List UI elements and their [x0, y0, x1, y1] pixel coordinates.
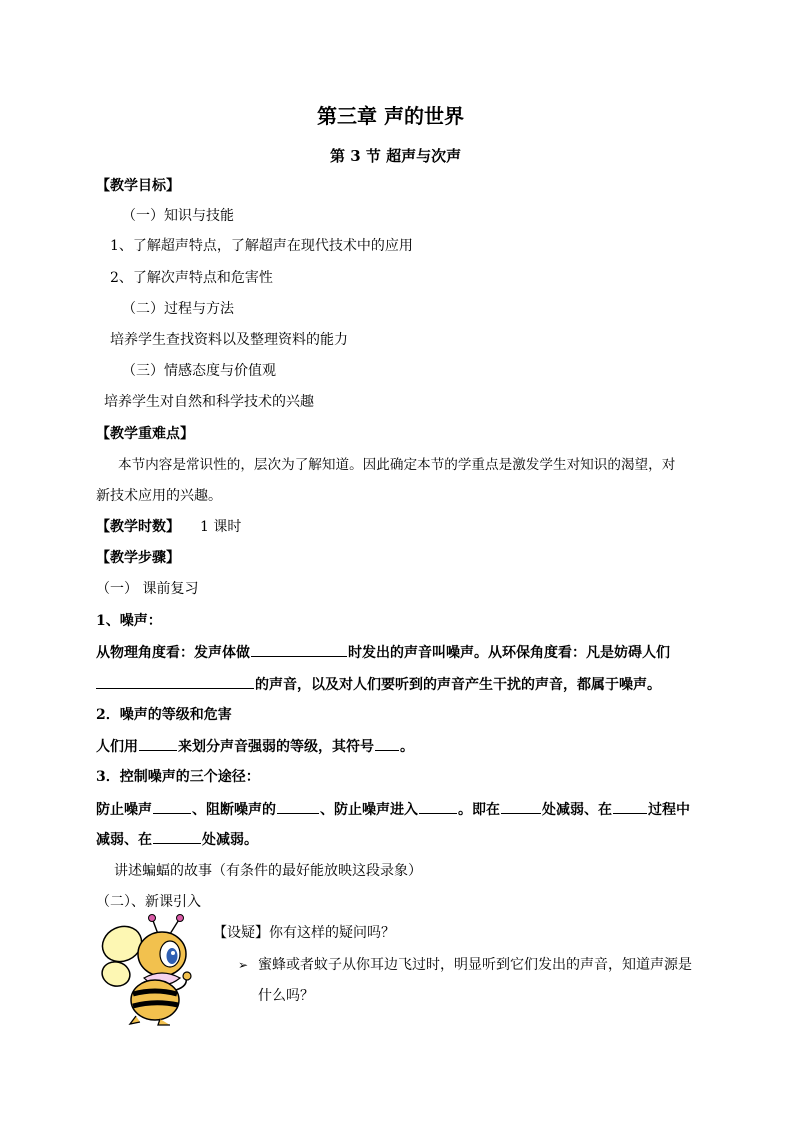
bee-illustration: [100, 912, 210, 1027]
bullet-line1: 蜜蜂或者蚊子从你耳边飞过时，明显听到它们发出的声音，知道声源是: [258, 957, 692, 973]
control-part-c: 、防止噪声进入: [320, 802, 418, 818]
level-part-a: 人们用: [96, 739, 138, 755]
section-title: 第 3 节 超声与次声: [330, 147, 462, 165]
arrow-bullet-icon: ➢: [238, 958, 249, 972]
noise-heading: 1、噪声：: [96, 613, 162, 629]
noise-line1: [96, 642, 670, 663]
fill-blank-level-unit[interactable]: [139, 736, 177, 751]
level-part-b: 来划分声音强弱的等级，其符号: [178, 739, 374, 755]
level-heading: 2．噪声的等级和危害: [96, 707, 232, 723]
step2-heading: （二）、新课引入: [96, 894, 201, 910]
goal1-item1: 1、了解超声特点，了解超声在现代技术中的应用: [110, 238, 413, 254]
key-heading: 【教学重难点】: [96, 426, 194, 442]
step1-heading: （一） 课前复习: [96, 581, 199, 597]
bullet-line2: 什么吗？: [258, 988, 314, 1004]
control-part-e: 处减弱、在: [542, 802, 612, 818]
control-part-a: 防止噪声: [96, 802, 152, 818]
goal1-item2: 2、了解次声特点和危害性: [110, 270, 273, 286]
fill-blank-noise-source[interactable]: [251, 642, 347, 657]
fill-blank-control-4[interactable]: [501, 799, 541, 814]
control-part-b: 、阻断噪声的: [192, 802, 276, 818]
goal2-heading: （二）过程与方法: [122, 301, 234, 317]
fill-blank-level-symbol[interactable]: [375, 736, 399, 751]
level-line: [96, 736, 414, 757]
level-part-c: 。: [400, 739, 414, 755]
steps-heading: 【教学步骤】: [96, 550, 180, 566]
fill-blank-control-6[interactable]: [153, 829, 201, 844]
goals-heading: 【教学目标】: [96, 178, 180, 194]
chapter-title: 第三章 声的世界: [317, 104, 464, 128]
goal2-text: 培养学生查找资料以及整理资料的能力: [110, 332, 348, 348]
fill-blank-control-3[interactable]: [419, 799, 457, 814]
fill-blank-control-1[interactable]: [153, 799, 191, 814]
control-line1: [96, 799, 690, 820]
fill-blank-noise-environment[interactable]: [96, 674, 254, 689]
noise-line2-part-b: 的声音，以及对人们要听到的声音产生干扰的声音，都属于噪声。: [255, 677, 661, 693]
control-line2-part-a: 减弱、在: [96, 832, 152, 848]
goal1-heading: （一）知识与技能: [122, 208, 234, 224]
goal3-heading: （三）情感态度与价值观: [122, 363, 276, 379]
control-line2: [96, 829, 258, 850]
key-line2: 新技术应用的兴趣。: [96, 488, 222, 504]
bat-story: 讲述蝙蝠的故事（有条件的最好能放映这段录象）: [114, 863, 422, 879]
control-heading: 3．控制噪声的三个途径：: [96, 769, 260, 785]
fill-blank-control-5[interactable]: [613, 799, 647, 814]
question-label: 【设疑】: [213, 925, 269, 941]
question-text: 你有这样的疑问吗？: [269, 925, 395, 941]
control-line2-part-b: 处减弱。: [202, 832, 258, 848]
noise-line1-part-a: 从物理角度看：发声体做: [96, 645, 250, 661]
key-line1: 本节内容是常识性的，层次为了解知道。因此确定本节的学重点是激发学生对知识的渴望，对: [118, 457, 676, 473]
noise-line2: [96, 674, 661, 695]
goal3-text: 培养学生对自然和科学技术的兴趣: [104, 394, 314, 410]
hours-value: 1 课时: [200, 519, 242, 535]
control-part-d: 。即在: [458, 802, 500, 818]
control-part-f: 过程中: [648, 802, 690, 818]
fill-blank-control-2[interactable]: [277, 799, 319, 814]
hours-heading: 【教学时数】: [96, 519, 180, 535]
noise-line1-part-b: 时发出的声音叫噪声。从环保角度看：凡是妨碍人们: [348, 645, 670, 661]
question-line: [213, 923, 395, 943]
